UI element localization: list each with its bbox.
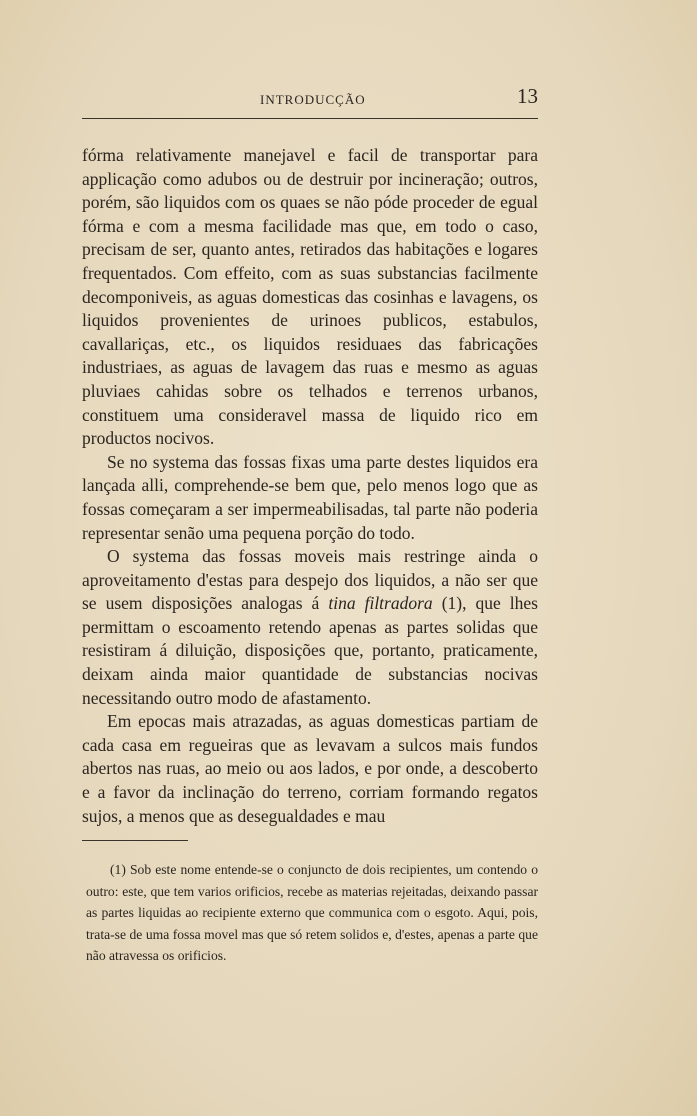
header-rule — [82, 118, 538, 119]
paragraph-4: Em epocas mais atrazadas, as aguas domesticas partiam de cada casa em regueiras que as levavam a sulcos mais fundos abertos nas ruas, ao meio ou aos lados, e por onde, a descoberto e a favor da inclinação do terreno, corriam formando regatos sujos, a menos que as desegualdades e mau — [82, 711, 538, 826]
body-text — [82, 144, 538, 828]
footnote-rule — [82, 840, 188, 841]
paragraph-3-text-a: O systema das fossas moveis mais restringe ainda o aproveitamento d'estas para despejo dos liquidos, a não ser que se usem disposições analogas á — [82, 546, 538, 614]
page-header — [82, 84, 538, 120]
paragraph-2: Se no systema das fossas fixas uma parte destes liquidos era lançada alli, comprehende-se bem que, pelo menos logo que as fossas começaram a ser impermeabilisadas, tal parte não poderia representar senão uma pequena porção do todo. — [82, 451, 538, 543]
footnote-text: (1) Sob este nome entende-se o conjuncto de dois recipientes, um contendo o outro: este, que tem varios orificios, recebe as materias rejeitadas, deixando passar as partes liquidas ao recipiente externo que communica com o esgoto. Aqui, pois, trata-se de uma fossa movel mas que só retem solidos e, d'estes, apenas a parte que não atravessa os orificios. — [86, 862, 538, 963]
footnote — [86, 859, 538, 967]
paragraph-3 — [82, 545, 538, 710]
italic-term: tina filtradora — [328, 593, 433, 614]
paragraph-3-text-b: (1), que lhes permittam o escoamento retendo apenas as partes solidas que resistiram á diluição, disposições que, portanto, praticamente, deixam ainda maior quantidade de substancias nocivas necessitando outro modo de afastamento. — [82, 593, 538, 708]
paragraph-1: fórma relativamente manejavel e facil de transportar para applicação como adubos ou de destruir por incineração; outros, porém, são liquidos com os quaes se não póde proceder de egual fórma e com a mesma facilidade mas que, em todo o caso, precisam de ser, quanto antes, retirados das habitações e logares frequentados. Com effeito, com as suas substancias facilmente decomponiveis, as aguas domesticas das cosinhas e lavagens, os liquidos provenientes de urinoes publicos, estabulos, cavallariças, etc., os liquidos residuaes das fabricações industriaes, as aguas de lavagem das ruas e mesmo as aguas pluviaes cahidas sobre os telhados e terrenos urbanos, constituem uma consideravel massa de liquido rico em productos nocivos. — [82, 145, 538, 449]
page-number: 13 — [517, 84, 538, 108]
running-title: INTRODUCÇÃO — [260, 92, 366, 107]
